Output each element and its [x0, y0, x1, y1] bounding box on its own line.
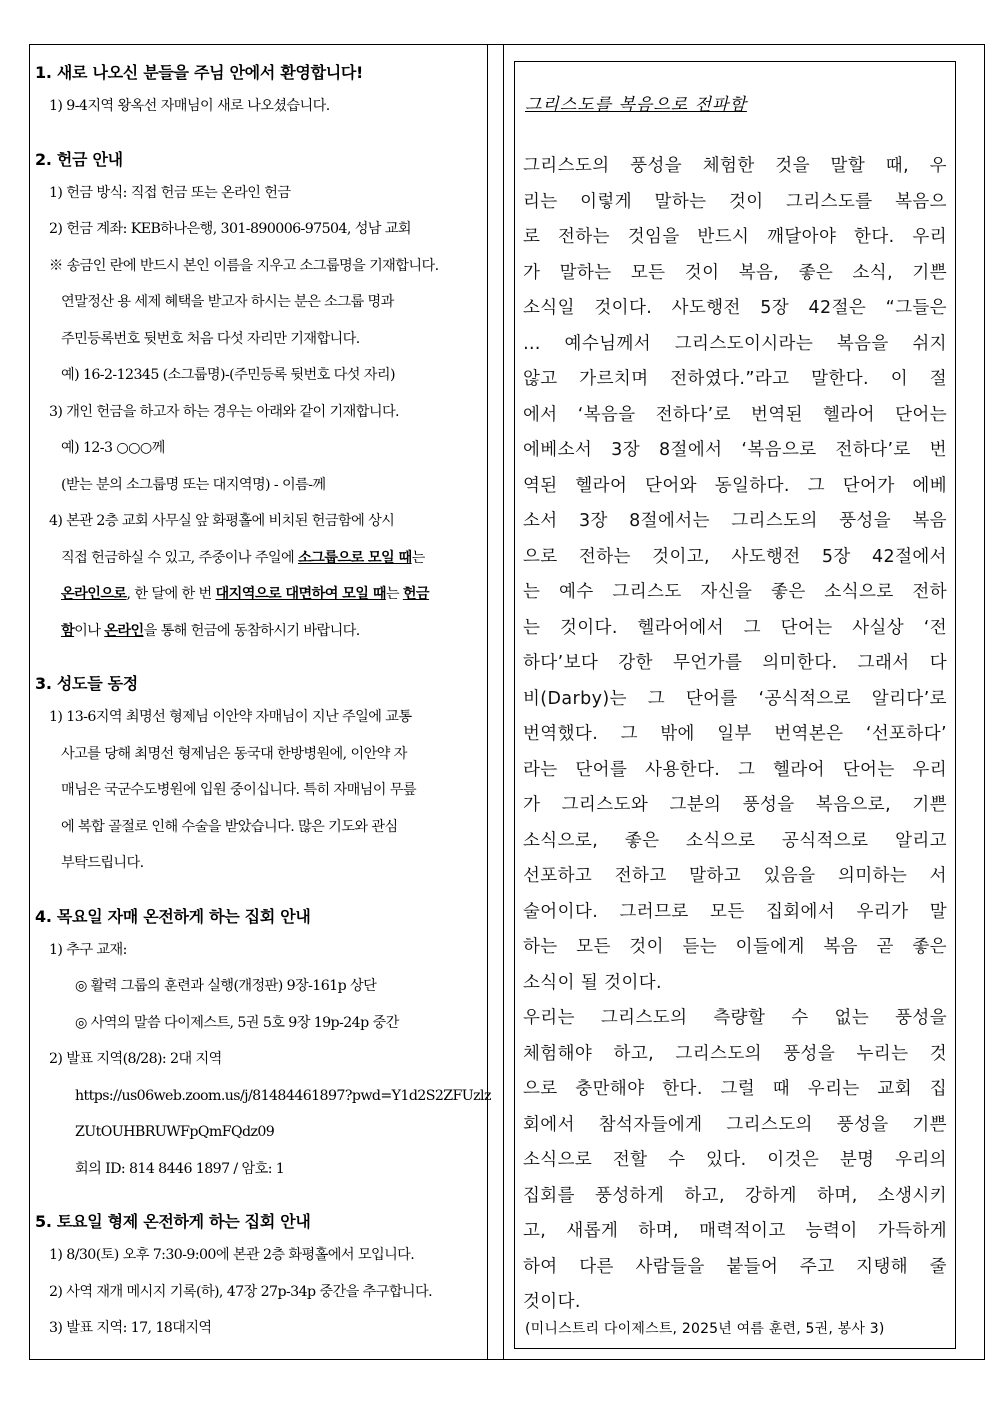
offering-line: 온라인으로, 한 달에 한 번 대지역으로 대면하여 모일 때는 헌금	[61, 586, 430, 602]
offering-line: 주민등록번호 뒷번호 처음 다섯 자리만 기재합니다.	[61, 330, 360, 347]
welcome-item: 1) 9-4지역 왕옥선 자매님이 새로 나오셨습니다.	[49, 98, 330, 114]
article-line: 하는 모든 것이 듣는 이들에게 복음 곧 좋은	[523, 937, 947, 957]
column-divider	[503, 44, 504, 1360]
article-line: 우리는 그리스도의 측량할 수 없는 풍성을	[523, 1008, 947, 1028]
meeting-id: 회의 ID: 814 8446 1897 / 암호: 1	[75, 1160, 285, 1177]
article-line: 비(Darby)는 그 단어를 ‘공식적으로 알리다’로	[523, 688, 947, 709]
article-line: 가 말하는 모든 것이 복음, 좋은 소식, 기쁜	[523, 262, 947, 283]
article-line: 에베소서 3장 8절에서 ‘복음으로 전하다’로 번	[523, 440, 947, 460]
meeting-line: ◎ 사역의 말씀 다이제스트, 5권 5호 9장 19p-24p 중간	[75, 1014, 399, 1031]
meeting-line: 2) 사역 재개 메시지 기록(하), 47장 27p-34p 중간을 추구합니다.	[49, 1283, 433, 1300]
meeting-line: 3) 발표 지역: 17, 18대지역	[49, 1320, 212, 1336]
article-line: 회에서 참석자들에게 그리스도의 풍성을 기쁜	[523, 1114, 947, 1135]
announcements-column	[35, 58, 491, 1347]
news-line: 에 복합 골절로 인해 수술을 받았습니다. 많은 기도와 관심	[61, 818, 398, 835]
section-title-saturday-meeting: 5. 토요일 형제 온전하게 하는 집회 안내	[35, 1212, 311, 1231]
offering-line: (받는 분의 소그룹명 또는 대지역명) - 이름-께	[61, 476, 326, 493]
article-line: 소식이 될 것이다.	[523, 972, 663, 993]
article-line: 체험해야 하고, 그리스도의 풍성을 누리는 것	[523, 1043, 947, 1064]
article-line: 라는 단어를 사용한다. 그 헬라어 단어는 우리	[523, 759, 947, 780]
article-line: 소식으로 전할 수 있다. 이것은 분명 우리의	[523, 1150, 947, 1170]
article-line: 집회를 풍성하게 하고, 강하게 하며, 소생시키	[523, 1185, 947, 1206]
article-title: 그리스도를 복음으로 전파함	[525, 95, 747, 115]
article-source: (미니스트리 다이제스트, 2025년 여름 훈련, 5권, 봉사 3)	[525, 1321, 885, 1337]
zoom-link[interactable]: ZUtOUHBRUWFpQmFQdz09	[75, 1124, 275, 1140]
offering-line: 3) 개인 헌금을 하고자 하는 경우는 아래와 같이 기재합니다.	[49, 403, 399, 420]
article-line: 고, 새롭게 하며, 매력적이고 능력이 가득하게	[523, 1221, 947, 1241]
offering-example: 예) 16-2-12345 (소그룹명)-(주민등록 뒷번호 다섯 자리)	[61, 367, 395, 383]
meeting-line: 1) 8/30(토) 오후 7:30-9:00에 본관 2층 화평홀에서 모입니다.	[49, 1247, 415, 1263]
article-body	[523, 149, 947, 1321]
offering-line: 4) 본관 2층 교회 사무실 앞 화평홀에 비치된 헌금함에 상시	[49, 513, 395, 529]
section-title-thursday-meeting: 4. 목요일 자매 온전하게 하는 집회 안내	[35, 906, 311, 926]
section-title-offering: 2. 헌금 안내	[35, 149, 123, 169]
article-line: 번역했다. 그 밖에 일부 번역본은 ‘선포하다’	[523, 724, 947, 744]
article-line: … 예수님께서 그리스도이시라는 복음을 쉬지	[523, 333, 947, 354]
article-line: 으로 전하는 것이고, 사도행전 5장 42절에서	[523, 546, 947, 567]
zoom-link[interactable]: https://us06web.zoom.us/j/81484461897?pwd=Y1d2S2ZFUzlz	[75, 1087, 491, 1104]
article-line: 으로 충만해야 한다. 그럴 때 우리는 교회 집	[523, 1079, 947, 1099]
article-line: 는 것이다. 헬라어에서 그 단어는 사실상 ‘전	[523, 617, 947, 638]
article-line: 하여 다른 사람들을 붙들어 주고 지탱해 줄	[523, 1256, 947, 1277]
section-title-saints-news: 3. 성도들 동정	[35, 674, 138, 693]
news-line: 매님은 국군수도병원에 입원 중이십니다. 특히 자매님이 무릎	[61, 782, 416, 798]
section-title-welcome: 1. 새로 나오신 분들을 주님 안에서 환영합니다!	[35, 63, 364, 82]
article-line: 소식일 것이다. 사도행전 5장 42절은 “그들은	[523, 298, 947, 318]
article-line: 그리스도의 풍성을 체험한 것을 말할 때, 우	[523, 156, 947, 176]
offering-line: 함이나 온라인을 통해 헌금에 동참하시기 바랍니다.	[61, 622, 360, 639]
article-line: 술어이다. 그러므로 모든 집회에서 우리가 말	[523, 901, 947, 922]
article-line: 것이다.	[523, 1292, 581, 1312]
offering-line: 2) 헌금 계좌: KEB하나은행, 301-890006-97504, 성남 교회	[49, 221, 412, 237]
offering-line: 직접 헌금하실 수 있고, 주중이나 주일에 소그룹으로 모일 때는	[61, 549, 425, 566]
offering-line: 연말정산 용 세제 혜택을 받고자 하시는 분은 소그룹 명과	[61, 294, 394, 310]
meeting-line: 1) 추구 교재:	[49, 941, 127, 958]
article-line: 리는 이렇게 말하는 것이 그리스도를 복음으	[523, 191, 947, 212]
article-line: 로 전하는 것임을 반드시 깨달아야 한다. 우리	[523, 227, 947, 247]
meeting-line: ◎ 활력 그룹의 훈련과 실행(개정판) 9장-161p 상단	[75, 978, 377, 994]
news-line: 사고를 당해 최명선 형제님은 동국대 한방병원에, 이안약 자	[61, 745, 407, 762]
article-line: 소식으로, 좋은 소식으로 공식적으로 알리고	[523, 830, 947, 851]
news-line: 부탁드립니다.	[61, 855, 144, 871]
article-line: 에서 ‘복음을 전하다’로 번역된 헬라어 단어는	[523, 404, 947, 425]
article-line: 하다’보다 강한 무언가를 의미한다. 그래서 다	[523, 653, 947, 673]
article-line: 선포하고 전하고 말하고 있음을 의미하는 서	[523, 866, 947, 886]
offering-line: 1) 헌금 방식: 직접 헌금 또는 온라인 헌금	[49, 184, 291, 201]
article-line: 않고 가르치며 전하였다.”라고 말한다. 이 절	[523, 369, 947, 389]
offering-example: 예) 12-3 ○○○께	[61, 440, 165, 456]
article-line: 역된 헬라어 단어와 동일하다. 그 단어가 에베	[523, 475, 947, 496]
article-box	[514, 61, 956, 1349]
offering-note: ※ 송금인 란에 반드시 본인 이름을 지우고 소그룹명을 기재합니다.	[49, 257, 439, 274]
article-line: 가 그리스도와 그분의 풍성을 복음으로, 기쁜	[523, 795, 947, 815]
article-line: 는 예수 그리스도 자신을 좋은 소식으로 전하	[523, 582, 947, 602]
column-divider	[487, 44, 488, 1360]
article-line: 소서 3장 8절에서는 그리스도의 풍성을 복음	[523, 511, 947, 531]
meeting-line: 2) 발표 지역(8/28): 2대 지역	[49, 1051, 222, 1067]
news-line: 1) 13-6지역 최명선 형제님 이안약 자매님이 지난 주일에 교통	[49, 709, 412, 725]
